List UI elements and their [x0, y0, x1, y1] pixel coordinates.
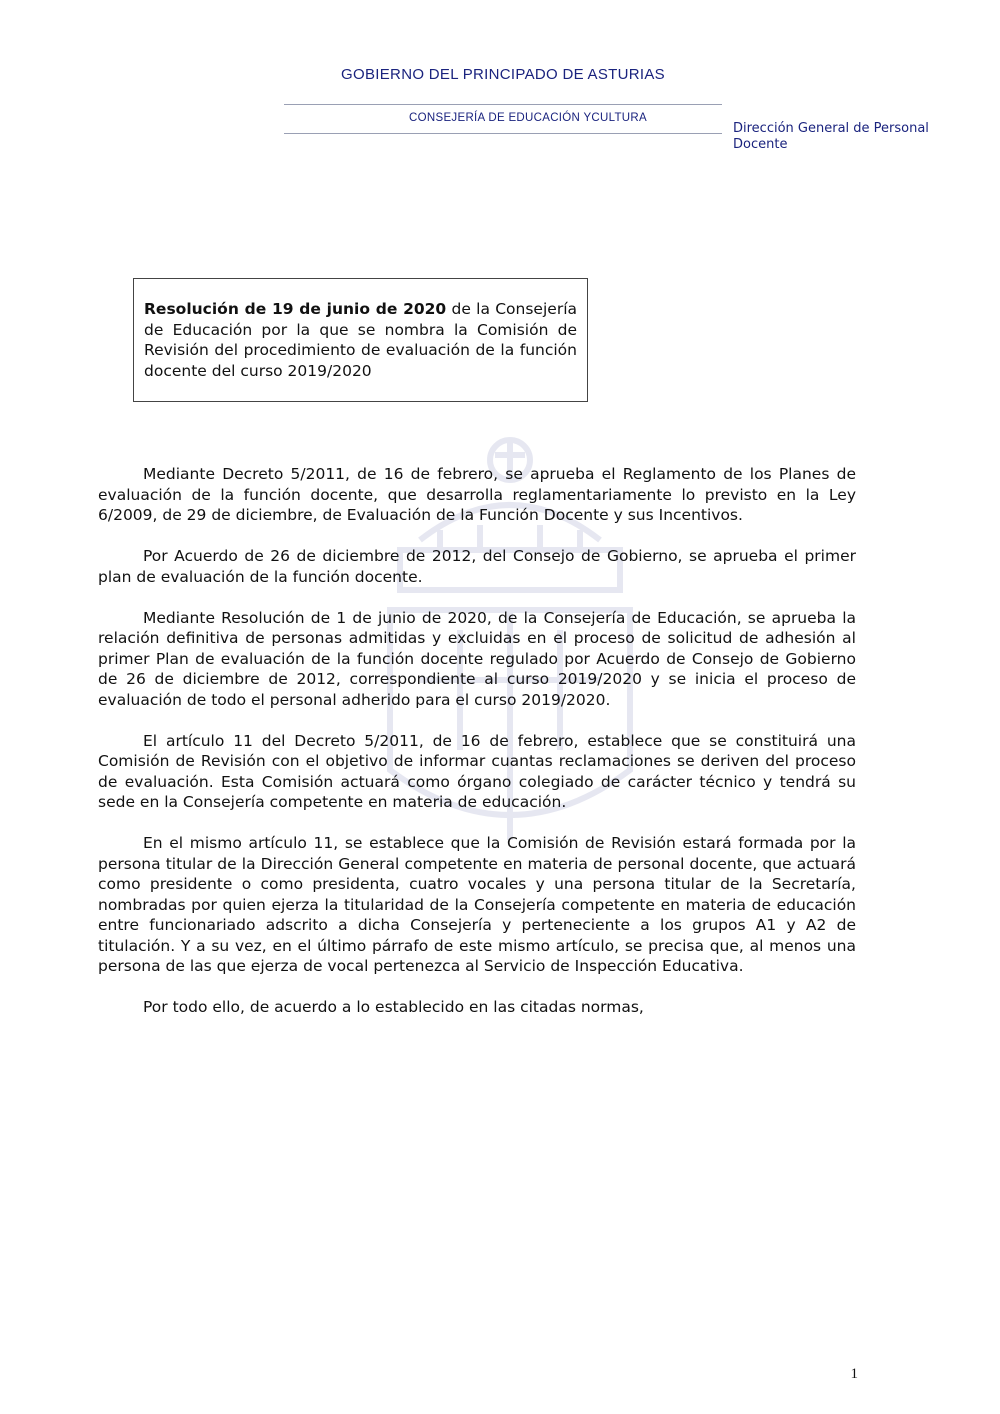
header-divider-bottom — [284, 133, 722, 134]
page-number: 1 — [850, 1366, 858, 1382]
direccion-line-2: Docente — [733, 137, 788, 152]
direccion-general — [733, 121, 953, 153]
paragraph-acuerdo: Por Acuerdo de 26 de diciembre de 2012, del Consejo de Gobierno, se aprueba el primer plan de evaluación de la función docente. — [98, 547, 856, 586]
consejeria-title: CONSEJERÍA DE EDUCACIÓN YCULTURA — [409, 112, 647, 124]
document-body — [98, 464, 856, 1038]
government-title: GOBIERNO DEL PRINCIPADO DE ASTURIAS — [341, 66, 665, 83]
paragraph-resolucion: Mediante Resolución de 1 de junio de 2020, de la Consejería de Educación, se aprueba la relación definitiva de personas admitidas y excluidas en el proceso de solicitud de adhesión al primer Plan de evaluación de la función docente regulado por Acuerdo de Consejo de Gobierno de 26 de diciembre de 2012, correspondiente al curso 2019/2020 y se inicia el proceso de evaluación de todo el personal adherido para el curso 2019/2020. — [98, 608, 856, 709]
paragraph-decreto: Mediante Decreto 5/2011, de 16 de febrero, se aprueba el Reglamento de los Planes de evaluación de la función docente, que desarrolla reglamentariamente lo previsto en la Ley 6/2009, de 29 de diciembre, de Evaluación de la Función Docente y sus Incentivos. — [98, 465, 856, 524]
direccion-line-1: Dirección General de Personal — [733, 121, 929, 136]
resolution-date-bold: Resolución de 19 de junio de 2020 — [144, 300, 447, 318]
resolution-title-box — [133, 278, 588, 402]
resolution-description: de la Consejería de Educación por la que se nombra la Comisión de Revisión del procedimiento de evaluación de la función docente del curso 2019/2020 — [144, 300, 577, 380]
paragraph-composicion: En el mismo artículo 11, se establece que la Comisión de Revisión estará formada por la persona titular de la Dirección General competente en materia de personal docente, que actuará como presidente o como presidenta, cuatro vocales y una persona titular de la Secretaría, nombradas por quien ejerza la titularidad de la Consejería competente en materia de educación entre funcionariado adscrito a dicha Consejería y perteneciente a los grupos A1 y A2 de titulación. Y a su vez, en el último párrafo de este mismo artículo, se precisa que, al menos una persona de las que ejerza de vocal pertenezca al Servicio de Inspección Educativa. — [98, 834, 856, 975]
paragraph-articulo-11: El artículo 11 del Decreto 5/2011, de 16 de febrero, establece que se constituirá una Comisión de Revisión con el objetivo de informar cuantas reclamaciones se deriven del proceso de evaluación. Esta Comisión actuará como órgano colegiado de carácter técnico y tendrá su sede en la Consejería competente en materia de educación. — [98, 731, 856, 811]
header-divider-top — [284, 104, 722, 105]
paragraph-conclusion: Por todo ello, de acuerdo a lo establecido en las citadas normas, — [143, 998, 644, 1016]
